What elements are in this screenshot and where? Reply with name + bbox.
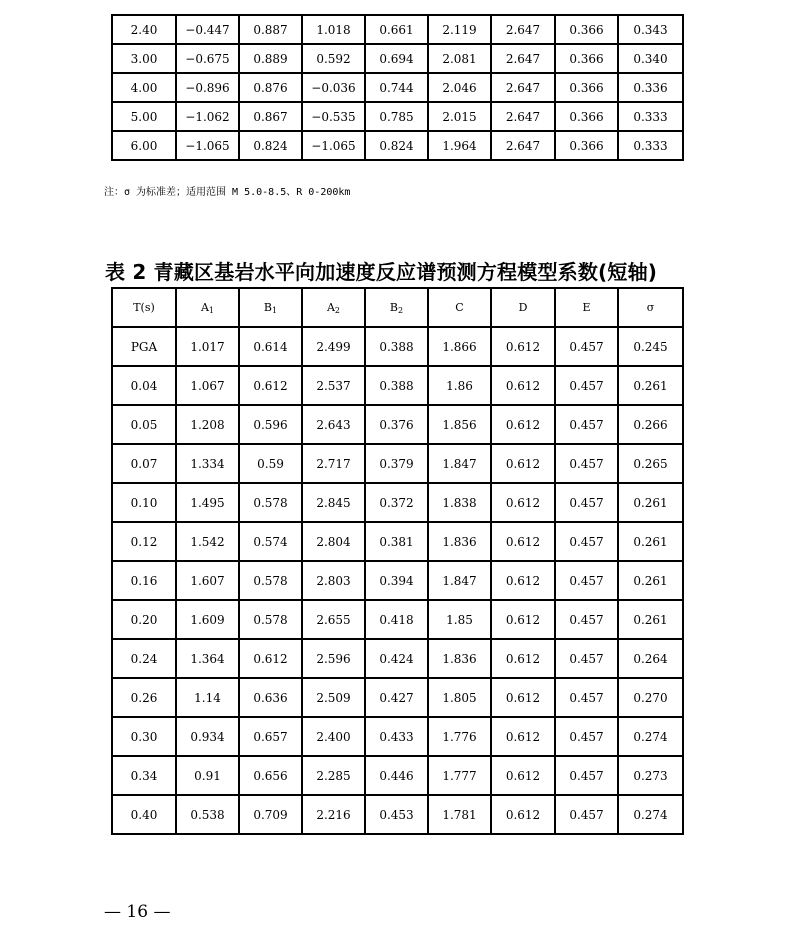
table-cell: 0.785 bbox=[365, 102, 428, 131]
header-cell-c: C bbox=[428, 288, 491, 327]
table-cell: 0.457 bbox=[555, 678, 618, 717]
table-cell: 0.612 bbox=[491, 522, 555, 561]
header-a1-sub: 1 bbox=[208, 305, 215, 315]
table-cell: 0.427 bbox=[365, 678, 428, 717]
table-cell: 0.40 bbox=[112, 795, 176, 834]
table-cell: 0.656 bbox=[239, 756, 302, 795]
table-cell: 0.381 bbox=[365, 522, 428, 561]
table-cell: 0.273 bbox=[618, 756, 683, 795]
table-cell: 1.86 bbox=[428, 366, 491, 405]
table-cell: 0.270 bbox=[618, 678, 683, 717]
table-cell: 0.261 bbox=[618, 366, 683, 405]
table-cell: 5.00 bbox=[112, 102, 176, 131]
header-cell-t: T(s) bbox=[112, 288, 176, 327]
table2-body bbox=[112, 288, 683, 834]
table-cell: 2.40 bbox=[112, 15, 176, 44]
table-cell: 0.424 bbox=[365, 639, 428, 678]
table-cell: 0.612 bbox=[239, 366, 302, 405]
table-cell: 0.744 bbox=[365, 73, 428, 102]
table-cell: 0.264 bbox=[618, 639, 683, 678]
header-cell-e: E bbox=[555, 288, 618, 327]
table-cell: 0.457 bbox=[555, 327, 618, 366]
table-cell: 0.333 bbox=[618, 131, 683, 160]
table-cell: 0.876 bbox=[239, 73, 302, 102]
table-note: 注：σ 为标准差；适用范围 M 5.0-8.5、R 0-200km bbox=[104, 187, 351, 198]
table-cell: 0.574 bbox=[239, 522, 302, 561]
table-cell: 0.457 bbox=[555, 795, 618, 834]
table-cell: 0.592 bbox=[302, 44, 365, 73]
table-cell: 0.376 bbox=[365, 405, 428, 444]
header-cell-b1 bbox=[239, 288, 302, 327]
table-cell: 1.777 bbox=[428, 756, 491, 795]
table-cell: 0.394 bbox=[365, 561, 428, 600]
table-cell: 0.274 bbox=[618, 795, 683, 834]
table-cell: 2.647 bbox=[491, 102, 555, 131]
table-cell: 0.10 bbox=[112, 483, 176, 522]
header-b2-sub: 2 bbox=[398, 305, 404, 315]
table-cell: 2.285 bbox=[302, 756, 365, 795]
table-cell: 0.261 bbox=[618, 561, 683, 600]
table-row bbox=[112, 15, 683, 44]
table-cell: 0.578 bbox=[239, 600, 302, 639]
table-cell: 0.266 bbox=[618, 405, 683, 444]
table-cell: 0.612 bbox=[491, 639, 555, 678]
table-cell: 0.388 bbox=[365, 366, 428, 405]
table-cell: 1.607 bbox=[176, 561, 239, 600]
table-cell: 3.00 bbox=[112, 44, 176, 73]
table-cell: 0.379 bbox=[365, 444, 428, 483]
table-cell: 2.804 bbox=[302, 522, 365, 561]
table-cell: 0.457 bbox=[555, 366, 618, 405]
table-cell: 1.067 bbox=[176, 366, 239, 405]
table-cell: 2.015 bbox=[428, 102, 491, 131]
table-cell: 0.457 bbox=[555, 444, 618, 483]
table-cell: −0.535 bbox=[302, 102, 365, 131]
table-cell: 0.612 bbox=[491, 405, 555, 444]
table-row bbox=[112, 73, 683, 102]
table-row bbox=[112, 756, 683, 795]
table-cell: 2.647 bbox=[491, 15, 555, 44]
table-cell: 2.647 bbox=[491, 131, 555, 160]
header-cell-d: D bbox=[491, 288, 555, 327]
table-cell: 1.542 bbox=[176, 522, 239, 561]
table-cell: 0.612 bbox=[491, 678, 555, 717]
table2-title: 表 2 青藏区基岩水平向加速度反应谱预测方程模型系数(短轴) bbox=[105, 260, 658, 284]
table-cell: 0.453 bbox=[365, 795, 428, 834]
table1-body bbox=[112, 15, 683, 160]
table-cell: 0.366 bbox=[555, 102, 618, 131]
header-b2-label: B bbox=[389, 300, 398, 314]
header-b1-sub: 1 bbox=[272, 305, 278, 315]
table-cell: −1.065 bbox=[302, 131, 365, 160]
table-row bbox=[112, 717, 683, 756]
table-cell: 0.433 bbox=[365, 717, 428, 756]
table-cell: 0.457 bbox=[555, 639, 618, 678]
table-cell: 0.709 bbox=[239, 795, 302, 834]
table-cell: 0.30 bbox=[112, 717, 176, 756]
table-cell: 2.081 bbox=[428, 44, 491, 73]
table-header-row bbox=[112, 288, 683, 327]
table-row bbox=[112, 131, 683, 160]
table-cell: 0.366 bbox=[555, 131, 618, 160]
table-cell: 0.274 bbox=[618, 717, 683, 756]
table-cell: 1.85 bbox=[428, 600, 491, 639]
table-cell: 0.34 bbox=[112, 756, 176, 795]
table-cell: 0.657 bbox=[239, 717, 302, 756]
table-cell: 0.366 bbox=[555, 44, 618, 73]
table-row bbox=[112, 44, 683, 73]
table-cell: 1.836 bbox=[428, 522, 491, 561]
table-cell: 0.636 bbox=[239, 678, 302, 717]
table-cell: 0.596 bbox=[239, 405, 302, 444]
table-cell: 0.343 bbox=[618, 15, 683, 44]
header-a2-label: A bbox=[326, 300, 335, 314]
table-cell: −0.447 bbox=[176, 15, 239, 44]
table-cell: 0.457 bbox=[555, 756, 618, 795]
table-row bbox=[112, 639, 683, 678]
table-cell: 0.934 bbox=[176, 717, 239, 756]
table-row bbox=[112, 600, 683, 639]
table-cell: −1.065 bbox=[176, 131, 239, 160]
table-cell: 0.07 bbox=[112, 444, 176, 483]
table-cell: 0.24 bbox=[112, 639, 176, 678]
table-cell: 0.457 bbox=[555, 600, 618, 639]
table-cell: 2.803 bbox=[302, 561, 365, 600]
table-cell: 0.612 bbox=[491, 756, 555, 795]
table-cell: 2.643 bbox=[302, 405, 365, 444]
table-cell: 0.366 bbox=[555, 15, 618, 44]
table-cell: 2.647 bbox=[491, 73, 555, 102]
table-cell: 0.418 bbox=[365, 600, 428, 639]
table-cell: 2.596 bbox=[302, 639, 365, 678]
table-cell: 0.372 bbox=[365, 483, 428, 522]
table-cell: 0.578 bbox=[239, 561, 302, 600]
table-cell: 2.845 bbox=[302, 483, 365, 522]
table-cell: 0.612 bbox=[491, 483, 555, 522]
table-cell: 2.400 bbox=[302, 717, 365, 756]
table-cell: PGA bbox=[112, 327, 176, 366]
table-cell: 0.333 bbox=[618, 102, 683, 131]
table-cell: 0.366 bbox=[555, 73, 618, 102]
table-cell: 0.245 bbox=[618, 327, 683, 366]
table-cell: 1.334 bbox=[176, 444, 239, 483]
table-cell: −0.036 bbox=[302, 73, 365, 102]
header-a1-label: A bbox=[200, 300, 209, 314]
header-cell-b2 bbox=[365, 288, 428, 327]
table-cell: 1.018 bbox=[302, 15, 365, 44]
table-cell: 0.612 bbox=[491, 561, 555, 600]
table-cell: 1.495 bbox=[176, 483, 239, 522]
table-row bbox=[112, 561, 683, 600]
table-cell: 2.717 bbox=[302, 444, 365, 483]
coefficient-table-continued bbox=[111, 14, 684, 161]
table-cell: 1.208 bbox=[176, 405, 239, 444]
table-cell: 2.046 bbox=[428, 73, 491, 102]
table-cell: 1.805 bbox=[428, 678, 491, 717]
table-cell: 0.612 bbox=[491, 795, 555, 834]
table-cell: −0.675 bbox=[176, 44, 239, 73]
table-cell: 0.16 bbox=[112, 561, 176, 600]
table-cell: 0.261 bbox=[618, 522, 683, 561]
table-cell: 0.261 bbox=[618, 600, 683, 639]
table-row bbox=[112, 795, 683, 834]
table-cell: 0.612 bbox=[491, 327, 555, 366]
table-cell: 0.04 bbox=[112, 366, 176, 405]
table-cell: 1.836 bbox=[428, 639, 491, 678]
table-row bbox=[112, 483, 683, 522]
table-cell: 0.612 bbox=[491, 444, 555, 483]
table-cell: 0.614 bbox=[239, 327, 302, 366]
table-row bbox=[112, 366, 683, 405]
table-cell: 0.661 bbox=[365, 15, 428, 44]
table-cell: 2.537 bbox=[302, 366, 365, 405]
table-cell: 0.612 bbox=[491, 366, 555, 405]
page-number: — 16 — bbox=[104, 902, 171, 922]
table-cell: 0.265 bbox=[618, 444, 683, 483]
table-cell: 1.847 bbox=[428, 561, 491, 600]
coefficient-table-short-axis bbox=[111, 287, 684, 835]
table-cell: 1.364 bbox=[176, 639, 239, 678]
table-cell: 0.578 bbox=[239, 483, 302, 522]
table-cell: 0.457 bbox=[555, 522, 618, 561]
table-cell: 0.457 bbox=[555, 717, 618, 756]
table-row bbox=[112, 678, 683, 717]
table-cell: 0.261 bbox=[618, 483, 683, 522]
table-cell: 0.26 bbox=[112, 678, 176, 717]
table-cell: −1.062 bbox=[176, 102, 239, 131]
table-cell: 0.12 bbox=[112, 522, 176, 561]
table-cell: 0.612 bbox=[239, 639, 302, 678]
table-cell: 0.05 bbox=[112, 405, 176, 444]
table-row bbox=[112, 405, 683, 444]
table-cell: 6.00 bbox=[112, 131, 176, 160]
table-cell: 0.612 bbox=[491, 717, 555, 756]
table-cell: 0.446 bbox=[365, 756, 428, 795]
table-cell: 0.457 bbox=[555, 561, 618, 600]
table-cell: 0.59 bbox=[239, 444, 302, 483]
table-row bbox=[112, 522, 683, 561]
table-cell: 0.457 bbox=[555, 405, 618, 444]
table-cell: 1.017 bbox=[176, 327, 239, 366]
table-cell: 1.776 bbox=[428, 717, 491, 756]
table-cell: 2.216 bbox=[302, 795, 365, 834]
table-cell: 0.388 bbox=[365, 327, 428, 366]
table-cell: 1.14 bbox=[176, 678, 239, 717]
table-cell: 0.457 bbox=[555, 483, 618, 522]
header-cell-sigma: σ bbox=[618, 288, 683, 327]
table-cell: 0.889 bbox=[239, 44, 302, 73]
table-cell: 0.824 bbox=[239, 131, 302, 160]
table-cell: 0.20 bbox=[112, 600, 176, 639]
table-cell: 4.00 bbox=[112, 73, 176, 102]
table-cell: 0.824 bbox=[365, 131, 428, 160]
table-cell: 1.856 bbox=[428, 405, 491, 444]
table-cell: 1.781 bbox=[428, 795, 491, 834]
table-row bbox=[112, 102, 683, 131]
table-cell: 2.655 bbox=[302, 600, 365, 639]
table-cell: 1.609 bbox=[176, 600, 239, 639]
table-cell: 0.867 bbox=[239, 102, 302, 131]
table-cell: 1.866 bbox=[428, 327, 491, 366]
table-cell: 0.694 bbox=[365, 44, 428, 73]
table-cell: 0.538 bbox=[176, 795, 239, 834]
table-row bbox=[112, 327, 683, 366]
header-a2-sub: 2 bbox=[334, 305, 341, 315]
table-cell: 0.612 bbox=[491, 600, 555, 639]
table-cell: 2.509 bbox=[302, 678, 365, 717]
table-cell: 1.838 bbox=[428, 483, 491, 522]
table-cell: 0.336 bbox=[618, 73, 683, 102]
table-cell: 0.887 bbox=[239, 15, 302, 44]
table-cell: 1.964 bbox=[428, 131, 491, 160]
table-cell: 0.340 bbox=[618, 44, 683, 73]
header-b1-label: B bbox=[263, 300, 272, 314]
table-row bbox=[112, 444, 683, 483]
table-cell: 1.847 bbox=[428, 444, 491, 483]
header-cell-a2 bbox=[302, 288, 365, 327]
table-cell: 2.119 bbox=[428, 15, 491, 44]
table-cell: 0.91 bbox=[176, 756, 239, 795]
table-cell: −0.896 bbox=[176, 73, 239, 102]
table-cell: 2.499 bbox=[302, 327, 365, 366]
table-cell: 2.647 bbox=[491, 44, 555, 73]
header-cell-a1 bbox=[176, 288, 239, 327]
